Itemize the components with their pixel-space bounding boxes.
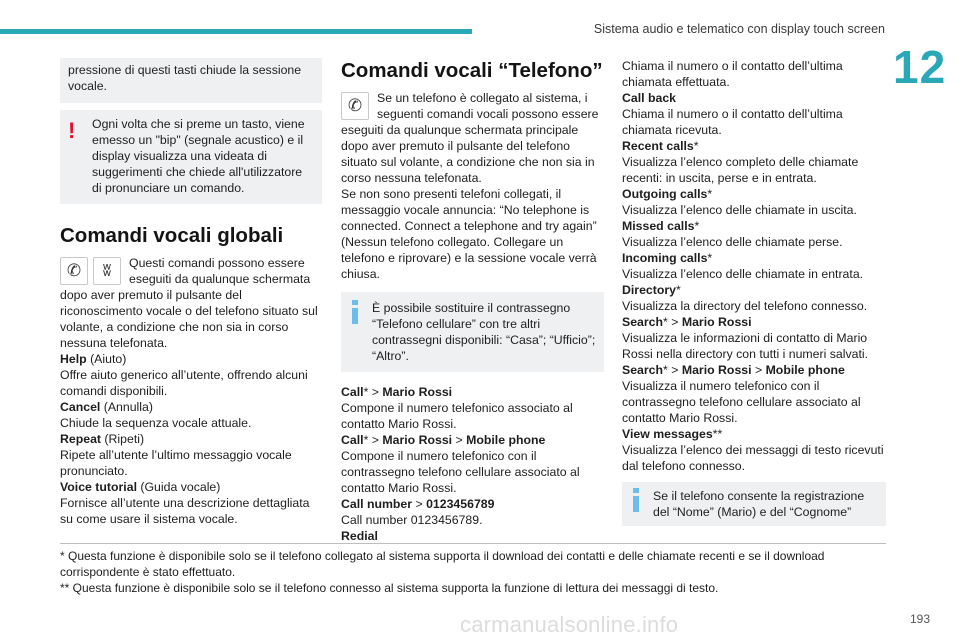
chapter-number: 12: [893, 41, 947, 93]
command-translation: (Guida vocale): [136, 480, 221, 494]
footnote-marker: *: [693, 139, 699, 153]
info-box: [341, 292, 604, 372]
box-text: pressione di questi tasti chiude la sessione vocale.: [68, 63, 302, 93]
command-line: [60, 479, 322, 495]
command-description: Chiama il numero o il contatto dell’ultima chiamata ricevuta.: [622, 107, 843, 137]
command-description: Visualizza l’elenco delle chiamate in entrata.: [622, 267, 864, 281]
separator: >: [751, 363, 766, 377]
footnotes: [60, 548, 890, 596]
command-name: Help: [60, 352, 87, 366]
command-argument: Mario Rossi: [382, 385, 453, 399]
command-line: [341, 432, 604, 448]
warning-text: Ogni volta che si preme un tasto, viene emesso un "bip" (segnale acustico) e il display visualizza una videata di suggerimenti che chiede all'utilizzatore di pronunciare un comando.: [92, 117, 305, 195]
command-name: Call number: [341, 497, 413, 511]
command-name: Voice tutorial: [60, 480, 137, 494]
command-description: Visualizza l’elenco dei messaggi di testo ricevuti dal telefono connesso.: [622, 443, 884, 473]
command-description: Visualizza l’elenco delle chiamate perse.: [622, 235, 843, 249]
phone-icon: ✆: [60, 257, 88, 285]
command-argument: 0123456789: [426, 497, 495, 511]
footnote-1: * Questa funzione è disponibile solo se il telefono collegato al sistema supporta il download dei contatti e delle chiamate recenti e se il download corrispondente è stato effettuato.: [60, 549, 825, 579]
command-name: Missed calls: [622, 219, 695, 233]
watermark: carmanualsonline.info: [460, 612, 679, 637]
separator: >: [368, 385, 383, 399]
info-text: È possibile sostituire il contrassegno “Telefono cellulare” con tre altri contrassegni disponibili: “Casa”; “Ufficio”; “Altro”.: [372, 301, 596, 363]
command-argument: Mobile phone: [765, 363, 845, 377]
page-number: 193: [909, 612, 930, 626]
icon-group: [341, 92, 369, 120]
section-title: Sistema audio e telematico con display touch screen: [593, 22, 885, 36]
command-description: Visualizza l’elenco completo delle chiamate recenti: in uscita, perse e in entrata.: [622, 155, 859, 185]
separator: >: [667, 363, 682, 377]
command-translation: (Ripeti): [101, 432, 145, 446]
footnote-marker: *: [363, 433, 369, 447]
command-description: Compone il numero telefonico con il contrassegno telefono cellulare associato al contatto Mario Rossi.: [341, 449, 580, 495]
info-text: Se il telefono consente la registrazione del “Nome” (Mario) e del “Cognome”: [653, 489, 865, 519]
command-line: [60, 431, 322, 447]
command-list: [622, 90, 886, 474]
command-description: Compone il numero telefonico associato al contatto Mario Rossi.: [341, 401, 573, 431]
command-name: Call: [341, 433, 364, 447]
heading-phone-commands: Comandi vocali “Telefono”: [341, 59, 603, 82]
command-list: [60, 351, 322, 527]
command-name: Call: [341, 385, 364, 399]
command-argument: Mario Rossi: [681, 315, 752, 329]
info-icon: [633, 488, 639, 512]
intro-text-2: Se non sono presenti telefoni collegati, il messaggio vocale annuncia: “No telephone is connected. Connect a telephone and try again” (Nessun telefono collegato. Collegare un telefono e riprovare) e la sessione vocale verrà chiusa.: [341, 187, 597, 281]
command-translation: (Aiuto): [86, 352, 127, 366]
command-name: Redial: [341, 529, 378, 543]
command-description: Ripete all’utente l’ultimo messaggio vocale pronunciato.: [60, 448, 292, 478]
command-description: Offre aiuto generico all’utente, offrendo alcuni comandi disponibili.: [60, 368, 308, 398]
footnote-marker: *: [663, 363, 668, 377]
footnote-marker: *: [663, 315, 668, 329]
command-argument: Mario Rossi: [382, 433, 453, 447]
command-name: View messages: [622, 427, 713, 441]
command-list: [341, 384, 604, 528]
command-line: [60, 351, 322, 367]
command-line: [60, 399, 322, 415]
command-argument: Mobile phone: [466, 433, 546, 447]
command-name: Search: [622, 363, 664, 377]
command-line: [622, 282, 886, 298]
separator: >: [667, 315, 682, 329]
footnote-marker: *: [676, 283, 681, 297]
info-box-continued: [60, 58, 322, 103]
command-line: [341, 384, 604, 400]
column-3: [622, 58, 886, 526]
intro-text: Se un telefono è collegato al sistema, i seguenti comandi vocali possono essere eseguiti da qualunque schermata principale dopo aver premuto il pulsante del telefono situato sul volante, a condizione che non sia in corso nessuna telefonata.: [341, 91, 599, 185]
info-icon: [352, 300, 358, 324]
footnote-marker: **: [712, 427, 723, 441]
command-line: [622, 314, 886, 330]
footnote-marker: *: [707, 187, 713, 201]
command-line: [622, 138, 886, 154]
column-1: [60, 58, 322, 527]
footnote-2: ** Questa funzione è disponibile solo se il telefono connesso al sistema supporta la funzione di lettura dei messaggi di testo.: [60, 581, 719, 595]
voice-recognition-icon: ʬ: [93, 257, 121, 285]
exclamation-icon: !: [68, 118, 76, 143]
command-description: Visualizza la directory del telefono connesso.: [622, 299, 868, 313]
warning-box: [60, 110, 322, 204]
command-line: [622, 186, 886, 202]
footnote-marker: *: [363, 385, 369, 399]
header-accent-bar: [0, 29, 472, 34]
command-line: [622, 218, 886, 234]
separator: >: [368, 433, 383, 447]
command-line: [622, 426, 886, 442]
command-translation: (Annulla): [100, 400, 153, 414]
separator: >: [412, 497, 427, 511]
command-name: Incoming calls: [622, 251, 708, 265]
phone-icon: ✆: [341, 92, 369, 120]
command-description: Chiude la sequenza vocale attuale.: [60, 416, 252, 430]
command-name: Search: [622, 315, 664, 329]
command-description: Visualizza le informazioni di contatto di Mario Rossi nella directory con tutti i numeri salvati.: [622, 331, 869, 361]
command-description: Visualizza il numero telefonico con il contrassegno telefono cellulare associato al contatto Mario Rossi.: [622, 379, 861, 425]
command-name: Cancel: [60, 400, 101, 414]
command-description: Fornisce all’utente una descrizione dettagliata su come usare il sistema vocale.: [60, 496, 310, 526]
command-line: [341, 496, 604, 512]
column-2: [341, 58, 604, 544]
command-line: [622, 90, 886, 106]
heading-global-commands: Comandi vocali globali: [60, 224, 284, 247]
command-description: Chiama il numero o il contatto dell’ultima chiamata effettuata.: [622, 59, 843, 89]
footnote-marker: *: [707, 251, 713, 265]
command-description: Visualizza l’elenco delle chiamate in uscita.: [622, 203, 857, 217]
icon-group: [60, 257, 121, 285]
command-description: Call number 0123456789.: [341, 513, 483, 527]
command-argument: Mario Rossi: [681, 363, 752, 377]
command-name: Outgoing calls: [622, 187, 708, 201]
command-name: Directory: [622, 283, 676, 297]
info-box: [622, 482, 886, 526]
intro-text: Questi comandi possono essere eseguiti da qualunque schermata dopo aver premuto il pulsante del riconoscimento vocale o del telefono situato sul volante, a condizione che non sia in corso nessuna telefonata.: [60, 256, 318, 350]
footnote-divider: [60, 543, 886, 544]
command-name: Repeat: [60, 432, 102, 446]
command-name: Call back: [622, 91, 676, 105]
command-name: Recent calls: [622, 139, 694, 153]
footnote-marker: *: [694, 219, 700, 233]
command-line: [622, 250, 886, 266]
command-line: [622, 362, 886, 378]
separator: >: [452, 433, 467, 447]
